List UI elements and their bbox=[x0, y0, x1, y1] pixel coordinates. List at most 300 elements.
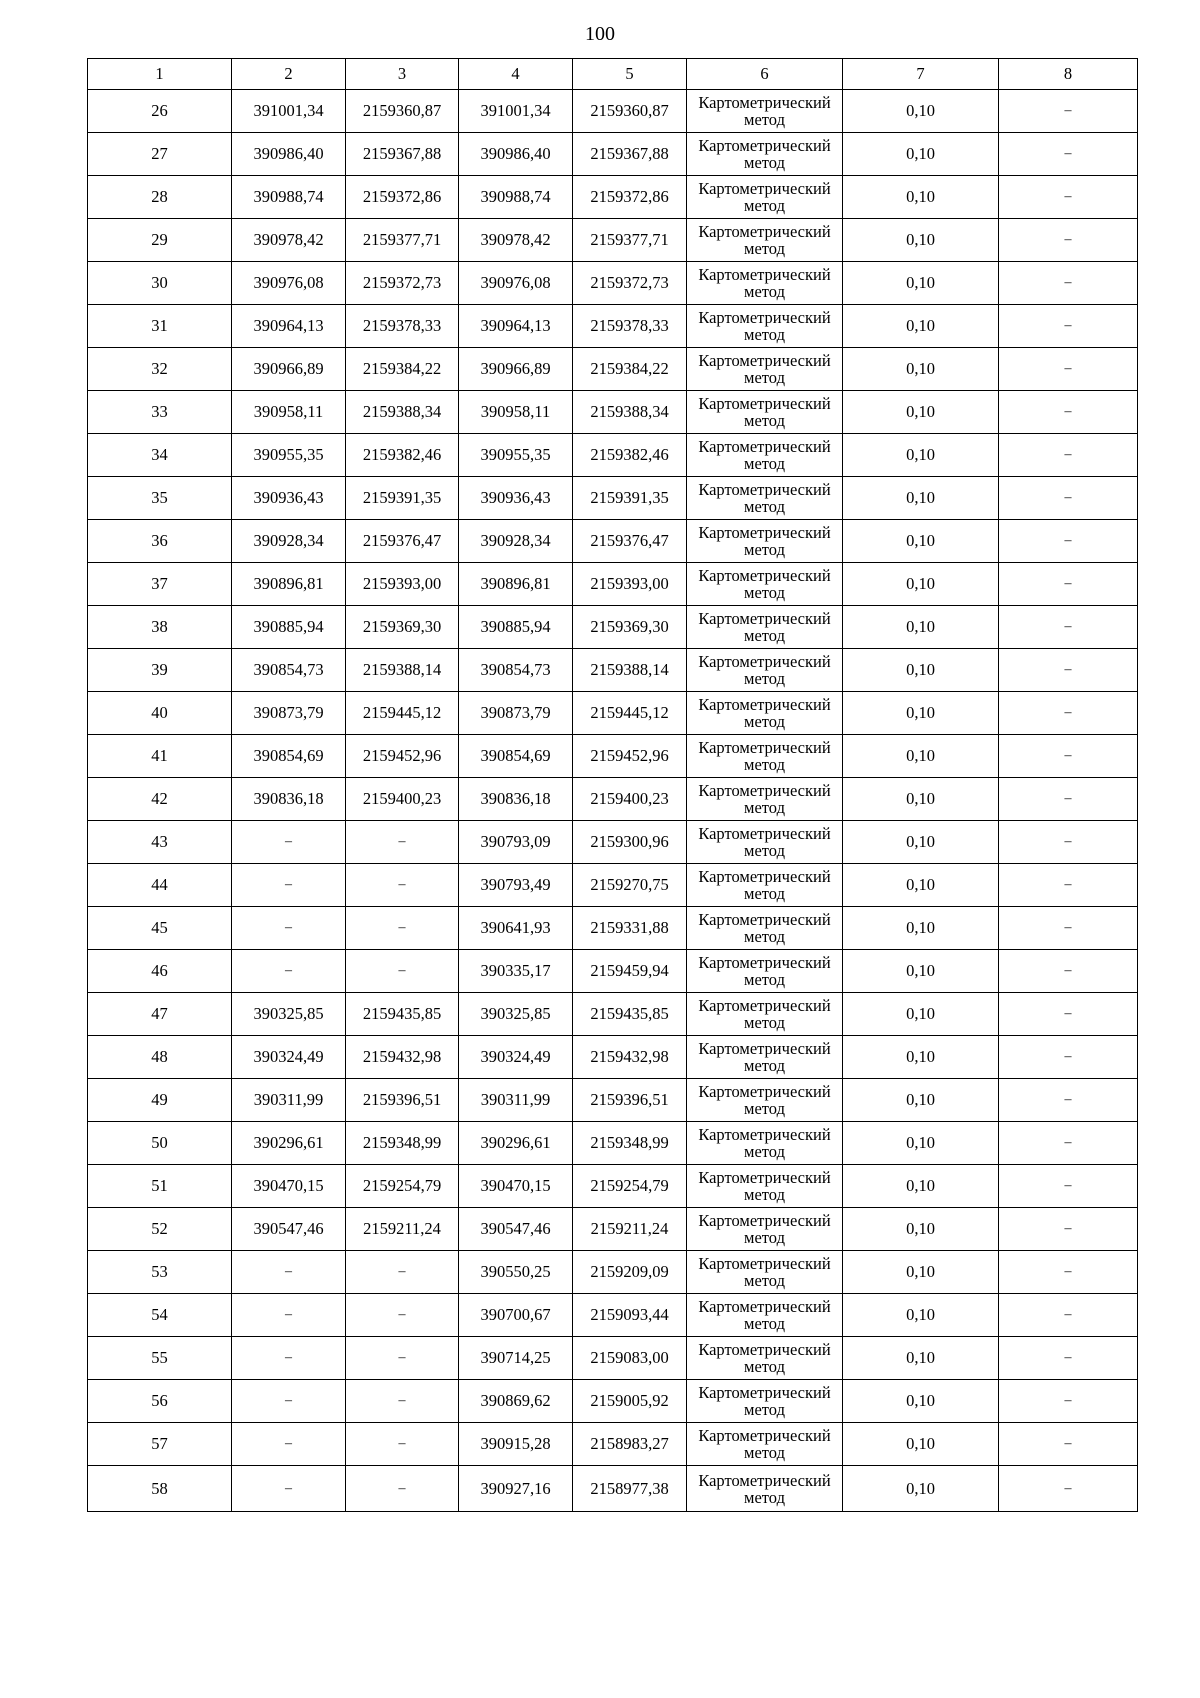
table-row bbox=[88, 219, 1138, 262]
table-cell: – bbox=[999, 477, 1138, 520]
table-cell: 2159270,75 bbox=[573, 864, 687, 907]
method-cell: Картометрический метод bbox=[687, 434, 843, 477]
table-cell: – bbox=[346, 821, 459, 864]
table-cell: 0,10 bbox=[843, 1251, 999, 1294]
table-cell: 0,10 bbox=[843, 649, 999, 692]
method-cell: Картометрический метод bbox=[687, 176, 843, 219]
table-header-row bbox=[88, 59, 1138, 90]
table-cell: 2159445,12 bbox=[346, 692, 459, 735]
method-cell: Картометрический метод bbox=[687, 1036, 843, 1079]
table-cell: 42 bbox=[88, 778, 232, 821]
table-cell: 390836,18 bbox=[232, 778, 346, 821]
method-cell: Картометрический метод bbox=[687, 262, 843, 305]
table-cell: 45 bbox=[88, 907, 232, 950]
table-cell: 2159396,51 bbox=[346, 1079, 459, 1122]
table-cell: 2159360,87 bbox=[346, 90, 459, 133]
table-cell: 390885,94 bbox=[459, 606, 573, 649]
table-cell: 390915,28 bbox=[459, 1423, 573, 1466]
table-cell: – bbox=[999, 1380, 1138, 1423]
table-cell: 2159382,46 bbox=[573, 434, 687, 477]
table-cell: – bbox=[999, 262, 1138, 305]
table-row bbox=[88, 778, 1138, 821]
table-cell: 0,10 bbox=[843, 563, 999, 606]
table-cell: 2159388,14 bbox=[573, 649, 687, 692]
table-row bbox=[88, 477, 1138, 520]
table-cell: 390335,17 bbox=[459, 950, 573, 993]
table-cell: 390986,40 bbox=[232, 133, 346, 176]
table-cell: – bbox=[999, 133, 1138, 176]
table-row bbox=[88, 950, 1138, 993]
table-cell: 0,10 bbox=[843, 348, 999, 391]
table-cell: 2159367,88 bbox=[573, 133, 687, 176]
table-cell: 390325,85 bbox=[232, 993, 346, 1036]
table-cell: – bbox=[999, 1294, 1138, 1337]
table-cell: – bbox=[999, 219, 1138, 262]
table-cell: 0,10 bbox=[843, 1380, 999, 1423]
table-cell: 2159348,99 bbox=[346, 1122, 459, 1165]
method-cell: Картометрический метод bbox=[687, 305, 843, 348]
table-cell: 2159376,47 bbox=[573, 520, 687, 563]
table-cell: 0,10 bbox=[843, 133, 999, 176]
table-row bbox=[88, 1122, 1138, 1165]
table-cell: 390470,15 bbox=[459, 1165, 573, 1208]
column-header: 2 bbox=[232, 59, 346, 90]
table-cell: 2159432,98 bbox=[573, 1036, 687, 1079]
table-cell: 2159378,33 bbox=[573, 305, 687, 348]
table-cell: 390988,74 bbox=[232, 176, 346, 219]
table-cell: 390547,46 bbox=[232, 1208, 346, 1251]
table-cell: – bbox=[999, 391, 1138, 434]
table-cell: 48 bbox=[88, 1036, 232, 1079]
method-cell: Картометрический метод bbox=[687, 864, 843, 907]
table-row bbox=[88, 649, 1138, 692]
method-cell: Картометрический метод bbox=[687, 1251, 843, 1294]
table-cell: 0,10 bbox=[843, 477, 999, 520]
table-cell: 391001,34 bbox=[232, 90, 346, 133]
table-cell: 2159400,23 bbox=[573, 778, 687, 821]
method-cell: Картометрический метод bbox=[687, 606, 843, 649]
method-cell: Картометрический метод bbox=[687, 1466, 843, 1512]
table-cell: 33 bbox=[88, 391, 232, 434]
table-cell: 2159432,98 bbox=[346, 1036, 459, 1079]
table-cell: 390936,43 bbox=[232, 477, 346, 520]
table-cell: 390885,94 bbox=[232, 606, 346, 649]
table-cell: 52 bbox=[88, 1208, 232, 1251]
table-cell: – bbox=[999, 1337, 1138, 1380]
table-cell: 2159384,22 bbox=[346, 348, 459, 391]
table-row bbox=[88, 735, 1138, 778]
table-cell: 390927,16 bbox=[459, 1466, 573, 1512]
table-cell: 0,10 bbox=[843, 950, 999, 993]
table-cell: 2159372,86 bbox=[573, 176, 687, 219]
table-cell: – bbox=[346, 1337, 459, 1380]
table-cell: 0,10 bbox=[843, 1036, 999, 1079]
table-cell: 41 bbox=[88, 735, 232, 778]
table-row bbox=[88, 90, 1138, 133]
table-cell: 2159331,88 bbox=[573, 907, 687, 950]
table-cell: 2159360,87 bbox=[573, 90, 687, 133]
table-cell: 2159372,73 bbox=[573, 262, 687, 305]
table-cell: – bbox=[346, 907, 459, 950]
method-cell: Картометрический метод bbox=[687, 692, 843, 735]
table-cell: – bbox=[999, 606, 1138, 649]
table-cell: 2159348,99 bbox=[573, 1122, 687, 1165]
table-cell: 2159391,35 bbox=[346, 477, 459, 520]
table-cell: – bbox=[999, 1036, 1138, 1079]
table-cell: – bbox=[999, 176, 1138, 219]
table-cell: 390958,11 bbox=[459, 391, 573, 434]
table-cell: 0,10 bbox=[843, 1122, 999, 1165]
table-cell: – bbox=[232, 1337, 346, 1380]
table-cell: 40 bbox=[88, 692, 232, 735]
column-header: 5 bbox=[573, 59, 687, 90]
table-row bbox=[88, 1208, 1138, 1251]
table-cell: 391001,34 bbox=[459, 90, 573, 133]
table-cell: 390896,81 bbox=[459, 563, 573, 606]
table-cell: 36 bbox=[88, 520, 232, 563]
table-cell: 390928,34 bbox=[459, 520, 573, 563]
table-cell: 390978,42 bbox=[232, 219, 346, 262]
table-cell: 57 bbox=[88, 1423, 232, 1466]
table-cell: 2159254,79 bbox=[573, 1165, 687, 1208]
table-row bbox=[88, 262, 1138, 305]
table-row bbox=[88, 434, 1138, 477]
column-header: 1 bbox=[88, 59, 232, 90]
table-cell: 27 bbox=[88, 133, 232, 176]
table-cell: – bbox=[232, 864, 346, 907]
table-cell: 390955,35 bbox=[459, 434, 573, 477]
table-row bbox=[88, 1337, 1138, 1380]
table-cell: 2159254,79 bbox=[346, 1165, 459, 1208]
table-cell: 29 bbox=[88, 219, 232, 262]
table-row bbox=[88, 520, 1138, 563]
table-cell: 390550,25 bbox=[459, 1251, 573, 1294]
method-cell: Картометрический метод bbox=[687, 1337, 843, 1380]
table-cell: 390978,42 bbox=[459, 219, 573, 262]
table-cell: 2159372,86 bbox=[346, 176, 459, 219]
table-cell: 26 bbox=[88, 90, 232, 133]
table-cell: – bbox=[999, 864, 1138, 907]
table-cell: 0,10 bbox=[843, 1294, 999, 1337]
method-cell: Картометрический метод bbox=[687, 1208, 843, 1251]
table-cell: – bbox=[232, 907, 346, 950]
table-row bbox=[88, 606, 1138, 649]
table-cell: 0,10 bbox=[843, 434, 999, 477]
table-cell: 47 bbox=[88, 993, 232, 1036]
method-cell: Картометрический метод bbox=[687, 1380, 843, 1423]
table-cell: 390936,43 bbox=[459, 477, 573, 520]
table-cell: 2158983,27 bbox=[573, 1423, 687, 1466]
table-cell: 390793,49 bbox=[459, 864, 573, 907]
table-cell: 2159445,12 bbox=[573, 692, 687, 735]
table-cell: 0,10 bbox=[843, 262, 999, 305]
column-header: 4 bbox=[459, 59, 573, 90]
table-cell: 2159372,73 bbox=[346, 262, 459, 305]
method-cell: Картометрический метод bbox=[687, 477, 843, 520]
page-number: 100 bbox=[585, 23, 615, 45]
table-cell: 390311,99 bbox=[232, 1079, 346, 1122]
table-cell: 390966,89 bbox=[232, 348, 346, 391]
method-cell: Картометрический метод bbox=[687, 907, 843, 950]
table-cell: 55 bbox=[88, 1337, 232, 1380]
table-row bbox=[88, 1251, 1138, 1294]
column-header: 3 bbox=[346, 59, 459, 90]
table-cell: 2159396,51 bbox=[573, 1079, 687, 1122]
table-cell: 390976,08 bbox=[232, 262, 346, 305]
table-cell: – bbox=[999, 950, 1138, 993]
table-cell: 2159377,71 bbox=[346, 219, 459, 262]
table-cell: 0,10 bbox=[843, 1466, 999, 1512]
table-cell: 390988,74 bbox=[459, 176, 573, 219]
table-cell: 390470,15 bbox=[232, 1165, 346, 1208]
table-cell: – bbox=[232, 821, 346, 864]
method-cell: Картометрический метод bbox=[687, 649, 843, 692]
table-cell: 390896,81 bbox=[232, 563, 346, 606]
table-cell: 0,10 bbox=[843, 219, 999, 262]
table-cell: 0,10 bbox=[843, 778, 999, 821]
table-cell: – bbox=[346, 1294, 459, 1337]
table-cell: – bbox=[232, 950, 346, 993]
method-cell: Картометрический метод bbox=[687, 348, 843, 391]
table-cell: – bbox=[999, 1251, 1138, 1294]
table-cell: 390714,25 bbox=[459, 1337, 573, 1380]
method-cell: Картометрический метод bbox=[687, 90, 843, 133]
table-cell: 0,10 bbox=[843, 520, 999, 563]
table-cell: 390966,89 bbox=[459, 348, 573, 391]
table-cell: 2159300,96 bbox=[573, 821, 687, 864]
table-body bbox=[88, 90, 1138, 1512]
table-cell: 2159400,23 bbox=[346, 778, 459, 821]
table-cell: 28 bbox=[88, 176, 232, 219]
table-cell: 0,10 bbox=[843, 993, 999, 1036]
table-cell: – bbox=[346, 864, 459, 907]
table-row bbox=[88, 133, 1138, 176]
method-cell: Картометрический метод bbox=[687, 735, 843, 778]
table-cell: 0,10 bbox=[843, 1337, 999, 1380]
table-cell: 2159388,34 bbox=[346, 391, 459, 434]
table-cell: 2159005,92 bbox=[573, 1380, 687, 1423]
column-header: 8 bbox=[999, 59, 1138, 90]
table-row bbox=[88, 1380, 1138, 1423]
table-cell: 390324,49 bbox=[459, 1036, 573, 1079]
table-cell: – bbox=[232, 1466, 346, 1512]
table-cell: – bbox=[346, 1380, 459, 1423]
table-row bbox=[88, 1466, 1138, 1512]
table-cell: 390958,11 bbox=[232, 391, 346, 434]
table-cell: 2159393,00 bbox=[346, 563, 459, 606]
table-cell: 390324,49 bbox=[232, 1036, 346, 1079]
table-cell: 50 bbox=[88, 1122, 232, 1165]
table-cell: – bbox=[346, 1466, 459, 1512]
table-cell: 0,10 bbox=[843, 90, 999, 133]
table-cell: 390964,13 bbox=[459, 305, 573, 348]
table-cell: 34 bbox=[88, 434, 232, 477]
table-cell: 390873,79 bbox=[459, 692, 573, 735]
table-cell: 390854,73 bbox=[459, 649, 573, 692]
method-cell: Картометрический метод bbox=[687, 1122, 843, 1165]
table-cell: 30 bbox=[88, 262, 232, 305]
table-cell: – bbox=[999, 649, 1138, 692]
table-cell: 2159391,35 bbox=[573, 477, 687, 520]
table-cell: – bbox=[999, 434, 1138, 477]
table-cell: 0,10 bbox=[843, 864, 999, 907]
table-cell: 390547,46 bbox=[459, 1208, 573, 1251]
table-cell: 38 bbox=[88, 606, 232, 649]
table-cell: – bbox=[232, 1380, 346, 1423]
table-cell: 54 bbox=[88, 1294, 232, 1337]
table-cell: 2158977,38 bbox=[573, 1466, 687, 1512]
table-cell: 390964,13 bbox=[232, 305, 346, 348]
table-cell: 32 bbox=[88, 348, 232, 391]
table-cell: – bbox=[999, 778, 1138, 821]
table-cell: 390955,35 bbox=[232, 434, 346, 477]
table-cell: 49 bbox=[88, 1079, 232, 1122]
table-cell: 39 bbox=[88, 649, 232, 692]
table-cell: 2159377,71 bbox=[573, 219, 687, 262]
table-cell: 2159388,34 bbox=[573, 391, 687, 434]
table-cell: – bbox=[232, 1294, 346, 1337]
table-cell: 2159452,96 bbox=[346, 735, 459, 778]
table-cell: 390700,67 bbox=[459, 1294, 573, 1337]
method-cell: Картометрический метод bbox=[687, 1079, 843, 1122]
table-cell: 2159369,30 bbox=[573, 606, 687, 649]
table-row bbox=[88, 305, 1138, 348]
method-cell: Картометрический метод bbox=[687, 520, 843, 563]
method-cell: Картометрический метод bbox=[687, 219, 843, 262]
table-cell: – bbox=[999, 821, 1138, 864]
method-cell: Картометрический метод bbox=[687, 1294, 843, 1337]
table-cell: 2159367,88 bbox=[346, 133, 459, 176]
column-header: 7 bbox=[843, 59, 999, 90]
table-cell: 53 bbox=[88, 1251, 232, 1294]
table-row bbox=[88, 1294, 1138, 1337]
table-cell: 2159083,00 bbox=[573, 1337, 687, 1380]
table-cell: – bbox=[999, 1466, 1138, 1512]
table-cell: 2159388,14 bbox=[346, 649, 459, 692]
table-cell: 390854,69 bbox=[459, 735, 573, 778]
table-cell: – bbox=[999, 305, 1138, 348]
table-cell: 0,10 bbox=[843, 305, 999, 348]
table-cell: – bbox=[999, 1122, 1138, 1165]
table-row bbox=[88, 1036, 1138, 1079]
table-cell: – bbox=[999, 563, 1138, 606]
coordinates-table bbox=[87, 58, 1138, 1512]
table-cell: 31 bbox=[88, 305, 232, 348]
method-cell: Картометрический метод bbox=[687, 821, 843, 864]
table-row bbox=[88, 1423, 1138, 1466]
method-cell: Картометрический метод bbox=[687, 563, 843, 606]
method-cell: Картометрический метод bbox=[687, 778, 843, 821]
table-cell: 2159435,85 bbox=[573, 993, 687, 1036]
table-cell: – bbox=[346, 1251, 459, 1294]
table-cell: 2159093,44 bbox=[573, 1294, 687, 1337]
table-cell: 390976,08 bbox=[459, 262, 573, 305]
table-cell: 390641,93 bbox=[459, 907, 573, 950]
table-row bbox=[88, 176, 1138, 219]
table-row bbox=[88, 348, 1138, 391]
table-cell: 0,10 bbox=[843, 1208, 999, 1251]
table-row bbox=[88, 563, 1138, 606]
method-cell: Картометрический метод bbox=[687, 133, 843, 176]
table-cell: 2159459,94 bbox=[573, 950, 687, 993]
table-cell: 390854,69 bbox=[232, 735, 346, 778]
table-cell: 2159211,24 bbox=[346, 1208, 459, 1251]
table-cell: – bbox=[999, 692, 1138, 735]
table-cell: – bbox=[232, 1251, 346, 1294]
table-row bbox=[88, 1165, 1138, 1208]
method-cell: Картометрический метод bbox=[687, 1165, 843, 1208]
table-cell: 2159209,09 bbox=[573, 1251, 687, 1294]
table-row bbox=[88, 391, 1138, 434]
method-cell: Картометрический метод bbox=[687, 993, 843, 1036]
table-cell: 2159378,33 bbox=[346, 305, 459, 348]
table-row bbox=[88, 907, 1138, 950]
table-cell: 390869,62 bbox=[459, 1380, 573, 1423]
table-cell: 2159452,96 bbox=[573, 735, 687, 778]
table-cell: – bbox=[999, 1208, 1138, 1251]
table-cell: 390793,09 bbox=[459, 821, 573, 864]
table-cell: 0,10 bbox=[843, 1079, 999, 1122]
table-cell: – bbox=[999, 1165, 1138, 1208]
method-cell: Картометрический метод bbox=[687, 1423, 843, 1466]
table-cell: 2159382,46 bbox=[346, 434, 459, 477]
table-cell: – bbox=[999, 1423, 1138, 1466]
table-cell: 390311,99 bbox=[459, 1079, 573, 1122]
table-cell: – bbox=[999, 520, 1138, 563]
table-cell: – bbox=[999, 993, 1138, 1036]
table-cell: 0,10 bbox=[843, 1423, 999, 1466]
table-cell: 0,10 bbox=[843, 907, 999, 950]
table-cell: 2159211,24 bbox=[573, 1208, 687, 1251]
table-cell: 390325,85 bbox=[459, 993, 573, 1036]
table-cell: 390854,73 bbox=[232, 649, 346, 692]
table-cell: – bbox=[999, 907, 1138, 950]
table-cell: 390873,79 bbox=[232, 692, 346, 735]
table-row bbox=[88, 993, 1138, 1036]
method-cell: Картометрический метод bbox=[687, 391, 843, 434]
table-cell: 2159384,22 bbox=[573, 348, 687, 391]
column-header: 6 bbox=[687, 59, 843, 90]
table-cell: 44 bbox=[88, 864, 232, 907]
table-cell: 35 bbox=[88, 477, 232, 520]
table-cell: 390296,61 bbox=[232, 1122, 346, 1165]
table-cell: 390928,34 bbox=[232, 520, 346, 563]
table-cell: 0,10 bbox=[843, 391, 999, 434]
table-cell: – bbox=[346, 950, 459, 993]
table-cell: 0,10 bbox=[843, 176, 999, 219]
table-cell: 390296,61 bbox=[459, 1122, 573, 1165]
table-cell: – bbox=[999, 90, 1138, 133]
table-cell: 390986,40 bbox=[459, 133, 573, 176]
table-cell: 0,10 bbox=[843, 735, 999, 778]
table-cell: 2159393,00 bbox=[573, 563, 687, 606]
table-cell: 2159376,47 bbox=[346, 520, 459, 563]
table-cell: 2159435,85 bbox=[346, 993, 459, 1036]
table-cell: 51 bbox=[88, 1165, 232, 1208]
table-cell: – bbox=[999, 348, 1138, 391]
table-cell: 56 bbox=[88, 1380, 232, 1423]
table-cell: – bbox=[232, 1423, 346, 1466]
table-cell: 0,10 bbox=[843, 606, 999, 649]
table-row bbox=[88, 692, 1138, 735]
table-row bbox=[88, 864, 1138, 907]
table-row bbox=[88, 821, 1138, 864]
table-cell: – bbox=[346, 1423, 459, 1466]
table-cell: 58 bbox=[88, 1466, 232, 1512]
table-cell: 0,10 bbox=[843, 1165, 999, 1208]
table-cell: – bbox=[999, 1079, 1138, 1122]
table-cell: 37 bbox=[88, 563, 232, 606]
